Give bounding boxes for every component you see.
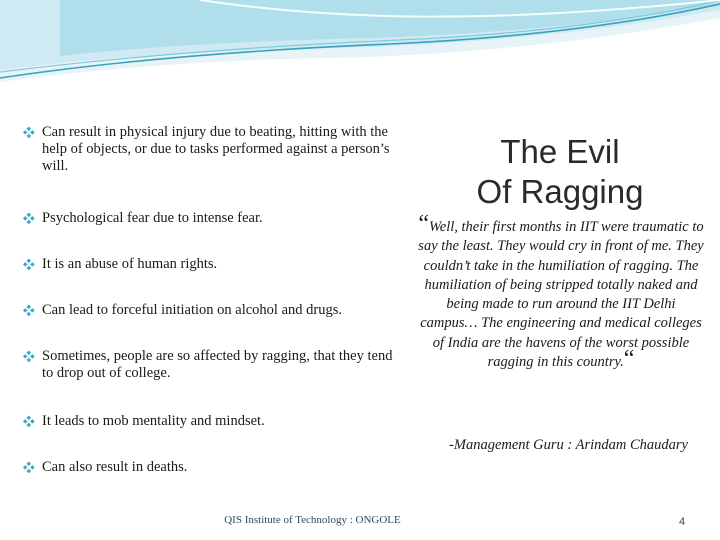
bullet-item: [22, 302, 407, 319]
slide-title: [440, 132, 680, 212]
bullet-item: [22, 459, 407, 476]
diamond-bullet-icon: [22, 460, 42, 476]
header-wave-decoration: [0, 0, 720, 90]
diamond-bullet-icon: [22, 349, 42, 365]
page-number: 4: [678, 516, 686, 528]
bullet-text: Can also result in deaths.: [42, 459, 188, 475]
bullet-text: Sometimes, people are so affected by ragging, that they tend to drop out of college.: [42, 348, 393, 381]
quote-attribution: -Management Guru : Arindam Chaudary: [449, 437, 688, 453]
slide-title-line2: Of Ragging: [476, 173, 644, 210]
bullet-text: Can result in physical injury due to beating, hitting with the help of objects, or due to tasks performed against a person’s will.: [42, 124, 390, 174]
bullet-text: Psychological fear due to intense fear.: [42, 210, 263, 226]
bullet-item: [22, 256, 407, 273]
diamond-bullet-icon: [22, 257, 42, 273]
bullet-text: Can lead to forceful initiation on alcohol and drugs.: [42, 302, 342, 318]
diamond-bullet-icon: [22, 414, 42, 430]
slide-title-line1: The Evil: [500, 133, 620, 170]
quote-text: Well, their first months in IIT were traumatic to say the least. They would cry in front of me. They couldn’t take in the humiliation of ragging. The humiliation of being stripped totally naked and being made to run around the IIT Delhi campus… The engineering and medical colleges of India are the havens of the worst possible ragging in this country.: [418, 219, 704, 371]
bullet-item: [22, 413, 407, 430]
quote-open-mark: “: [418, 211, 430, 237]
bullet-item: [22, 210, 407, 227]
diamond-bullet-icon: [22, 303, 42, 319]
footer-institution: QIS Institute of Technology : ONGOLE: [224, 514, 401, 526]
bullet-text: It is an abuse of human rights.: [42, 256, 218, 272]
bullet-item: [22, 348, 407, 382]
quote-close-mark: “: [623, 346, 635, 373]
diamond-bullet-icon: [22, 211, 42, 227]
diamond-bullet-icon: [22, 125, 42, 141]
bullet-item: [22, 124, 407, 175]
bullet-text: It leads to mob mentality and mindset.: [42, 413, 265, 429]
quote-block: [418, 211, 704, 373]
